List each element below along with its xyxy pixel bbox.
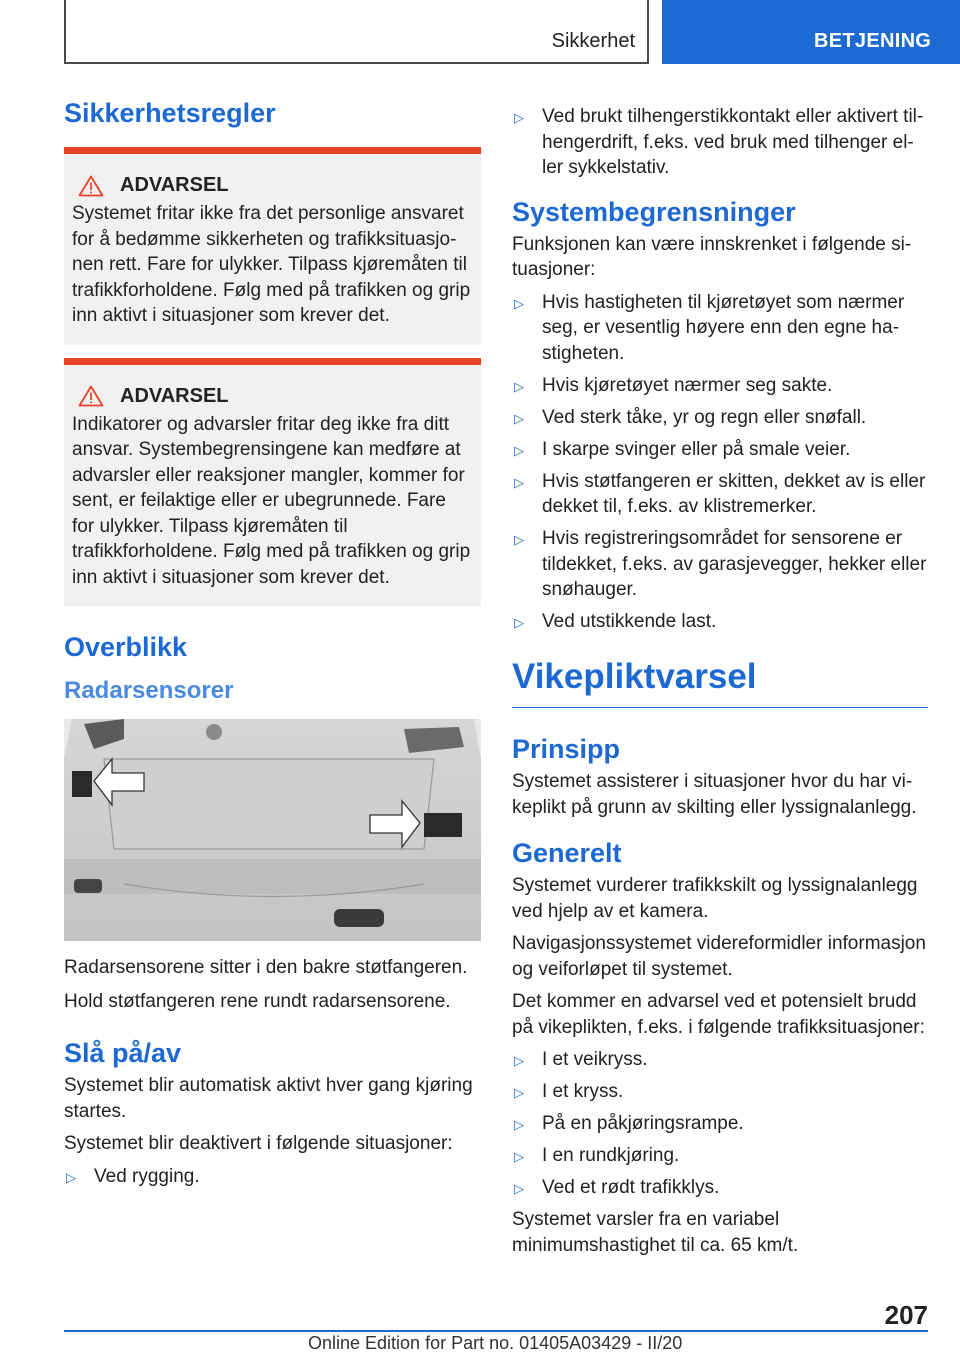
warning-box-2 [64,358,481,607]
subsection-title-radar: Radarsensorer [64,677,234,704]
warning-triangle-icon [78,175,104,197]
list-item: ▷ Hvis hastigheten til kjøretøyet som nærmer seg, er vesentlig høyere enn den egne hastigheten. [514,291,905,364]
warning-triangle-icon [78,385,104,407]
radar-sensor-illustration [64,719,481,941]
triangle-bullet-icon: ▷ [514,1181,524,1196]
car-rear-drawing [64,719,481,941]
list-item: ▷ Ved rygging. [64,1164,481,1190]
triangle-bullet-icon: ▷ [514,615,524,630]
header-section-box [64,0,649,64]
section-title-principle: Prinsipp [512,734,621,764]
onoff-paragraph-1: Systemet blir automatisk aktivt hver gang kjøring startes. [64,1075,473,1122]
list-item: ▷ Ved et rødt trafikklys. [512,1175,928,1201]
warning-heading [72,385,473,408]
list-item: ▷ Ved utstikkende last. [512,609,928,635]
warning-text: Indikatorer og advarsler fritar deg ikke fra ditt ansvar. Systembegrensingene kan medføre at advarsler eller reaksjoner mangler, kommer for sent, er feilaktige eller er ubegrunnede. Fare for ulykker. Tilpass kjøremåten til trafikkforholdene. Følg med på trafikken og grip inn aktivt i situasjoner som krever det. [72,413,471,588]
right-column [512,104,928,1258]
warning-box-1 [64,147,481,345]
radar-paragraph-2: Hold støtfangeren rene rundt radarsensorene. [64,990,451,1012]
principle-paragraph: Systemet assisterer i situasjoner hvor du har vikeplikt på grunn av skilting eller lyssignalanlegg. [512,771,917,818]
section-title-safety-rules: Sikkerhetsregler [64,98,276,128]
triangle-bullet-icon: ▷ [514,295,524,311]
triangle-bullet-icon: ▷ [514,532,524,547]
chapter-title-yield-warning: Vikepliktvarsel [512,656,757,696]
warning-text: Systemet fritar ikke fra det personlige ansvaret for å bedømme sikkerheten og trafikksituasjonen rett. Fare for ulykker. Tilpass kjøremåten til trafikkforholdene. Følg med på trafikken og grip inn aktivt i situasjoner som krever det. [72,203,471,326]
header-chapter-tab[interactable] [662,0,960,64]
onoff-paragraph-2: Systemet blir deaktivert i følgende situasjoner: [64,1133,453,1154]
list-item: ▷ I skarpe svinger eller på smale veier. [512,437,928,463]
triangle-bullet-icon: ▷ [514,378,524,394]
list-item: ▷ Ved brukt tilhengerstikkontakt eller aktivert tilhengerdrift, f.eks. ved bruk med tilhenger eller sykkelstativ. [514,106,924,178]
section-title-overview: Overblikk [64,632,188,662]
general-paragraph-3: Det kommer en advarsel ved et potensielt brudd på vikeplikten, f.eks. i følgende trafikksituasjoner: [512,991,925,1038]
list-item: ▷ I et veikryss. [512,1047,928,1073]
left-column [64,98,481,1196]
triangle-bullet-icon: ▷ [514,1149,524,1164]
list-item: ▷ Hvis registreringsområdet for sensorene er tildekket, f.eks. av garasjevegger, hekker eller snøhauger. [514,528,927,600]
list-item: ▷ Hvis støtfangeren er skitten, dekket av is eller dekket til, f.eks. av klistremerker. [514,470,926,517]
page-number: 207 [884,1300,928,1330]
header-section-label: Sikkerhet [551,30,635,52]
section-title-on-off: Slå på/av [64,1038,182,1068]
triangle-bullet-icon: ▷ [514,1085,524,1100]
radar-paragraph-1: Radarsensorene sitter i den bakre støtfangeren. [64,957,468,978]
header-chapter-label: BETJENING [814,30,932,52]
continued-list [512,104,928,181]
limits-paragraph: Funksjonen kan være innskrenket i følgende situasjoner: [512,233,912,280]
footer-rule [64,1330,928,1332]
onoff-list [64,1164,481,1190]
list-item: ▷ Hvis kjøretøyet nærmer seg sakte. [512,373,928,399]
section-title-general: Generelt [512,838,622,868]
triangle-bullet-icon: ▷ [514,1053,524,1068]
triangle-bullet-icon: ▷ [514,442,524,458]
list-item: ▷ På en påkjøringsrampe. [512,1111,928,1137]
warning-label: ADVARSEL [120,174,229,196]
limits-list [512,290,928,635]
list-item: ▷ I et kryss. [512,1079,928,1105]
triangle-bullet-icon: ▷ [514,410,524,426]
footer-edition-text: Online Edition for Part no. 01405A03429 - II/20 [308,1333,683,1353]
triangle-bullet-icon: ▷ [66,1169,76,1185]
triangle-bullet-icon: ▷ [514,474,524,490]
general-paragraph-1: Systemet vurderer trafikkskilt og lyssignalanlegg ved hjelp av et kamera. [512,875,918,922]
section-title-limits: Systembegrensninger [512,196,796,227]
warning-heading [72,174,473,197]
warning-label: ADVARSEL [120,384,229,407]
triangle-bullet-icon: ▷ [514,1117,524,1132]
general-list [512,1047,928,1201]
general-paragraph-4: Systemet varsler fra en variabel minimumshastighet til ca. 65 km/t. [512,1209,799,1256]
list-item: ▷ I en rundkjøring. [512,1143,928,1169]
general-paragraph-2: Navigasjonssystemet videreformidler informasjon og veiforløpet til systemet. [512,933,926,980]
triangle-bullet-icon: ▷ [514,110,524,125]
list-item: ▷ Ved sterk tåke, yr og regn eller snøfall. [512,405,928,431]
title-underline [512,707,928,709]
